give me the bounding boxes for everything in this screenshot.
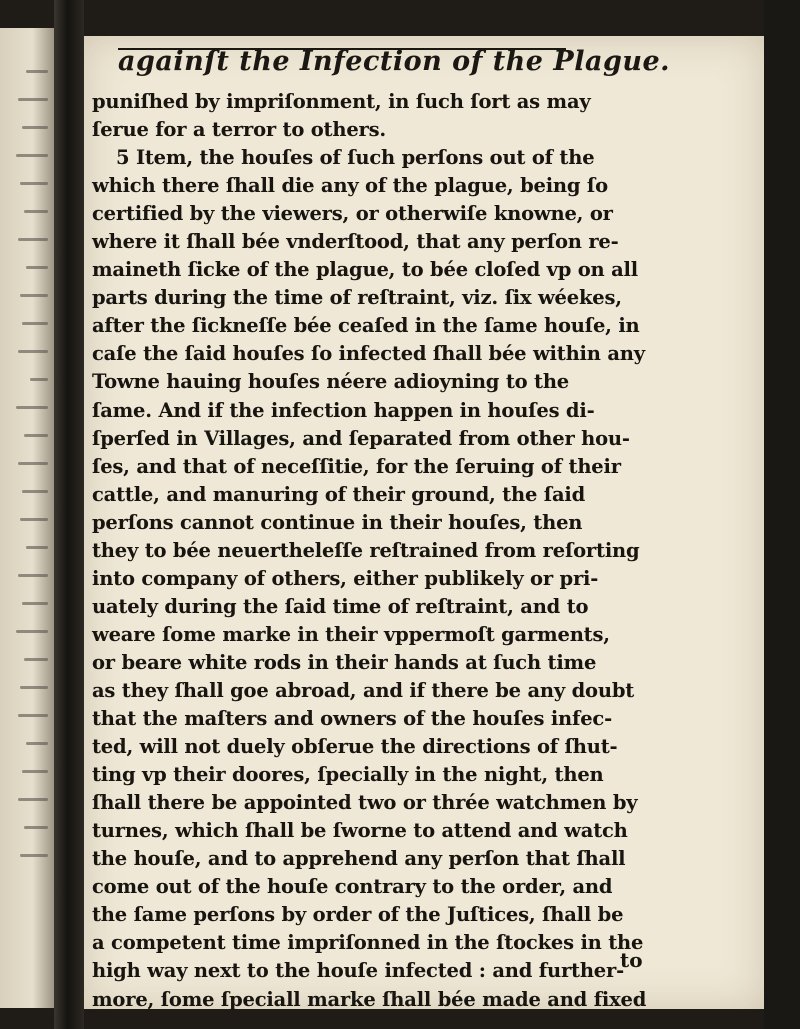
running-head: againſt the Infection of the Plague. [118,46,671,77]
text-line: or beare white rods in their hands at ſuch time [92,650,597,674]
text-line: caſe the ſaid houſes ſo infected ſhall bée within any [92,342,645,366]
text-line: more, ſome ſpeciall marke ſhall bée made and fixed [92,987,647,1011]
text-line: ted, will not duely obſerue the directions of ſhut- [92,735,618,759]
text-line: puniſhed by impriſonment, in ſuch ſort as may [92,90,591,113]
text-line: ting vp their doores, ſpecially in the night, then [92,763,604,787]
text-line: after the ſickneſſe bée ceaſed in the ſame houſe, in [92,314,640,338]
text-line: the ſame perſons by order of the Juſtices, ſhall be [92,903,624,927]
previous-page-edge [0,28,54,1008]
text-line: Towne hauing houſes néere adioyning to the [92,370,570,394]
text-line: the houſe, and to apprehend any perſon that ſhall [92,847,626,871]
text-line: cattle, and manuring of their ground, the ſaid [92,482,586,506]
text-line: ſame. And if the infection happen in houſes di- [92,398,595,422]
text-line: ſerue for a terror to others. [92,118,386,142]
text-line: which there ſhall die any of the plague, being ſo [92,174,608,198]
text-line: ſes, and that of neceſſitie, for the ſeruing of their [92,454,621,478]
text-line: into company of others, either publikely or pri- [92,566,599,590]
text-line: as they ſhall goe abroad, and if there be any doubt [92,678,635,702]
text-line: ſperſed in Villages, and ſeparated from other hou- [92,426,630,450]
text-line: 5 Item, the houſes of ſuch perſons out of the [116,146,595,170]
text-line: parts during the time of reſtraint, viz. ſix wéekes, [92,286,622,310]
text-line: turnes, which ſhall be ſworne to attend and watch [92,819,628,843]
text-line: high way next to the houſe infected : and further- [92,959,624,983]
text-line: that the maſters and owners of the houſes infec- [92,707,612,731]
text-line: ſhall there be appointed two or thrée watchmen by [92,791,638,815]
text-line: perſons cannot continue in their houſes, then [92,510,583,534]
text-line: uately during the ſaid time of reſtraint, and to [92,594,589,618]
text-line: maineth ſicke of the plague, to bée cloſed vp on all [92,258,638,282]
catchword: to [620,948,643,972]
background-edge [764,0,800,1029]
text-line: certified by the viewers, or otherwiſe knowne, or [92,202,613,226]
text-line: weare ſome marke in their vppermoſt garments, [92,622,610,646]
text-line: they to bée neuertheleſſe reſtrained from reſorting [92,538,640,562]
text-line: come out of the houſe contrary to the order, and [92,875,613,899]
page-body [92,88,660,1014]
text-line: a competent time impriſonned in the ſtockes in the [92,931,644,955]
text-line: where it ſhall bée vnderſtood, that any perſon re- [92,230,619,254]
book-gutter [54,0,84,1029]
